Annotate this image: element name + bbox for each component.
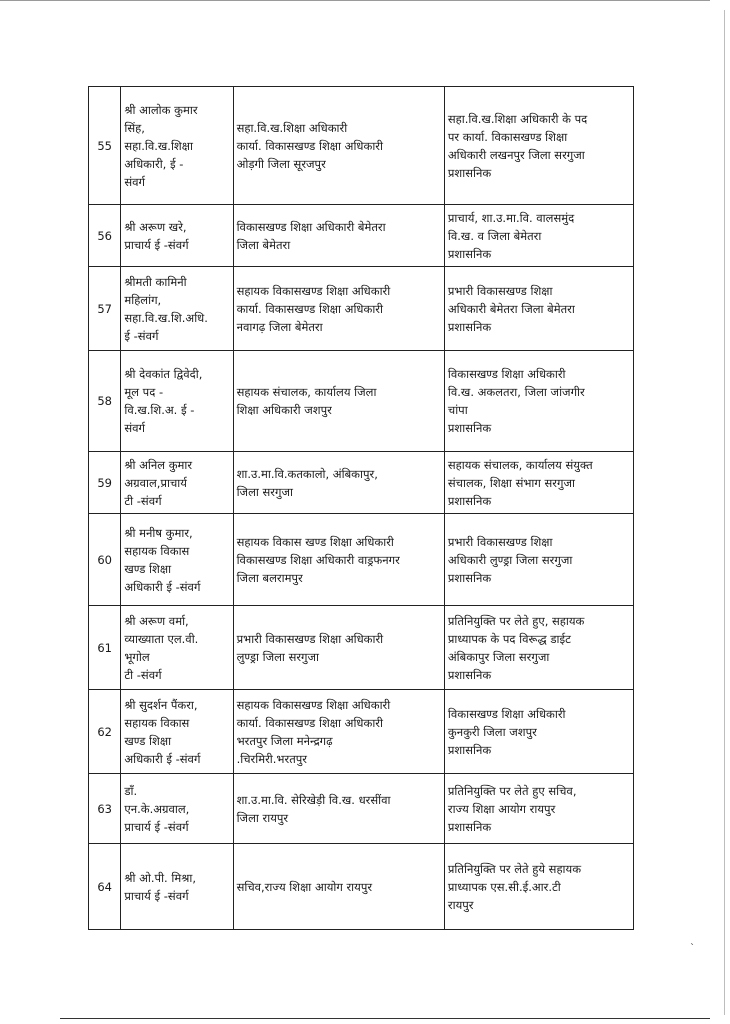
new-posting: प्राचार्य, शा.उ.मा.वि. वालसमुंद वि.ख. व जिला बेमेतरा प्रशासनिक — [444, 205, 633, 267]
current-posting: सचिव,राज्य शिक्षा आयोग रायपुर — [233, 844, 444, 930]
scan-edge-top — [0, 0, 710, 1]
table-row — [89, 606, 634, 690]
new-posting: प्रभारी विकासखण्ड शिक्षा अधिकारी लुण्ड्रा जिला सरगुजा प्रशासनिक — [444, 514, 633, 606]
officer-name: श्री मनीष कुमार, सहायक विकास खण्ड शिक्षा अधिकारी ई -संवर्ग — [121, 514, 233, 606]
officer-name: श्रीमती कामिनी महिलांग, सहा.वि.ख.शि.अधि. ई -संवर्ग — [121, 267, 233, 351]
new-posting: सहायक संचालक, कार्यालय संयुक्त संचालक, शिक्षा संभाग सरगुजा प्रशासनिक — [444, 452, 633, 514]
scan-edge-right — [724, 10, 725, 1015]
officer-name: श्री अनिल कुमार अग्रवाल,प्राचार्य टी -संवर्ग — [121, 452, 233, 514]
new-posting: विकासखण्ड शिक्षा अधिकारी कुनकुरी जिला जशपुर प्रशासनिक — [444, 690, 633, 774]
table-row — [89, 452, 634, 514]
current-posting: सहा.वि.ख.शिक्षा अधिकारी कार्या. विकासखण्ड शिक्षा अधिकारी ओड़गी जिला सूरजपुर — [233, 87, 444, 205]
table-row — [89, 267, 634, 351]
current-posting: प्रभारी विकासखण्ड शिक्षा अधिकारी लुण्ड्रा जिला सरगुजा — [233, 606, 444, 690]
current-posting: शा.उ.मा.वि.कतकालो, अंबिकापुर, जिला सरगुजा — [233, 452, 444, 514]
current-posting: सहायक विकास खण्ड शिक्षा अधिकारी विकासखण्ड शिक्षा अधिकारी वाड्रफनगर जिला बलरामपुर — [233, 514, 444, 606]
row-number: 63 — [89, 774, 121, 844]
new-posting: प्रभारी विकासखण्ड शिक्षा अधिकारी बेमेतरा जिला बेमेतरा प्रशासनिक — [444, 267, 633, 351]
table-row — [89, 774, 634, 844]
row-number: 59 — [89, 452, 121, 514]
row-number: 64 — [89, 844, 121, 930]
officer-name: श्री आलोक कुमार सिंह, सहा.वि.ख.शिक्षा अधिकारी, ई - संवर्ग — [121, 87, 233, 205]
row-number: 56 — [89, 205, 121, 267]
table-row — [89, 844, 634, 930]
officer-name: श्री देवकांत द्विवेदी, मूल पद - वि.ख.शि.अ. ई - संवर्ग — [121, 351, 233, 452]
new-posting: विकासखण्ड शिक्षा अधिकारी वि.ख. अकलतरा, जिला जांजगीर चांपा प्रशासनिक — [444, 351, 633, 452]
officer-name: श्री अरूण खरे, प्राचार्य ई -संवर्ग — [121, 205, 233, 267]
new-posting: प्रतिनियुक्ति पर लेते हुए, सहायक प्राध्यापक के पद विरूद्ध डाईट अंबिकापुर जिला सरगुजा प्रशासनिक — [444, 606, 633, 690]
row-number: 57 — [89, 267, 121, 351]
row-number: 62 — [89, 690, 121, 774]
officer-name: श्री ओ.पी. मिश्रा, प्राचार्य ई -संवर्ग — [121, 844, 233, 930]
officer-name: श्री अरूण वर्मा, व्याख्याता एल.वी. भूगोल टी -संवर्ग — [121, 606, 233, 690]
officer-name: डॉं. एन.के.अग्रवाल, प्राचार्य ई -संवर्ग — [121, 774, 233, 844]
table-row — [89, 514, 634, 606]
table-row — [89, 351, 634, 452]
current-posting: सहायक विकासखण्ड शिक्षा अधिकारी कार्या. विकासखण्ड शिक्षा अधिकारी भरतपुर जिला मनेन्द्रगढ़ .चिरमिरी.भरतपुर — [233, 690, 444, 774]
current-posting: शा.उ.मा.वि. सेरिखेड़ी वि.ख. धरसींवा जिला रायपुर — [233, 774, 444, 844]
new-posting: सहा.वि.ख.शिक्षा अधिकारी के पद पर कार्या. विकासखण्ड शिक्षा अधिकारी लखनपुर जिला सरगुजा प्रशासनिक — [444, 87, 633, 205]
row-number: 60 — [89, 514, 121, 606]
row-number: 55 — [89, 87, 121, 205]
transfer-table — [88, 86, 634, 930]
stray-mark: ` — [690, 943, 695, 954]
new-posting: प्रतिनियुक्ति पर लेते हुए सचिव, राज्य शिक्षा आयोग रायपुर प्रशासनिक — [444, 774, 633, 844]
officer-name: श्री सुदर्शन पैंकरा, सहायक विकास खण्ड शिक्षा अधिकारी ई -संवर्ग — [121, 690, 233, 774]
bottom-rule — [60, 1018, 710, 1019]
current-posting: विकासखण्ड शिक्षा अधिकारी बेमेतरा जिला बेमेतरा — [233, 205, 444, 267]
table-row — [89, 690, 634, 774]
row-number: 58 — [89, 351, 121, 452]
current-posting: सहायक विकासखण्ड शिक्षा अधिकारी कार्या. विकासखण्ड शिक्षा अधिकारी नवागढ़ जिला बेमेतरा — [233, 267, 444, 351]
table-row — [89, 87, 634, 205]
new-posting: प्रतिनियुक्ति पर लेते हुये सहायक प्राध्यापक एस.सी.ई.आर.टी रायपुर — [444, 844, 633, 930]
row-number: 61 — [89, 606, 121, 690]
current-posting: सहायक संचालक, कार्यालय जिला शिक्षा अधिकारी जशपुर — [233, 351, 444, 452]
table-row — [89, 205, 634, 267]
